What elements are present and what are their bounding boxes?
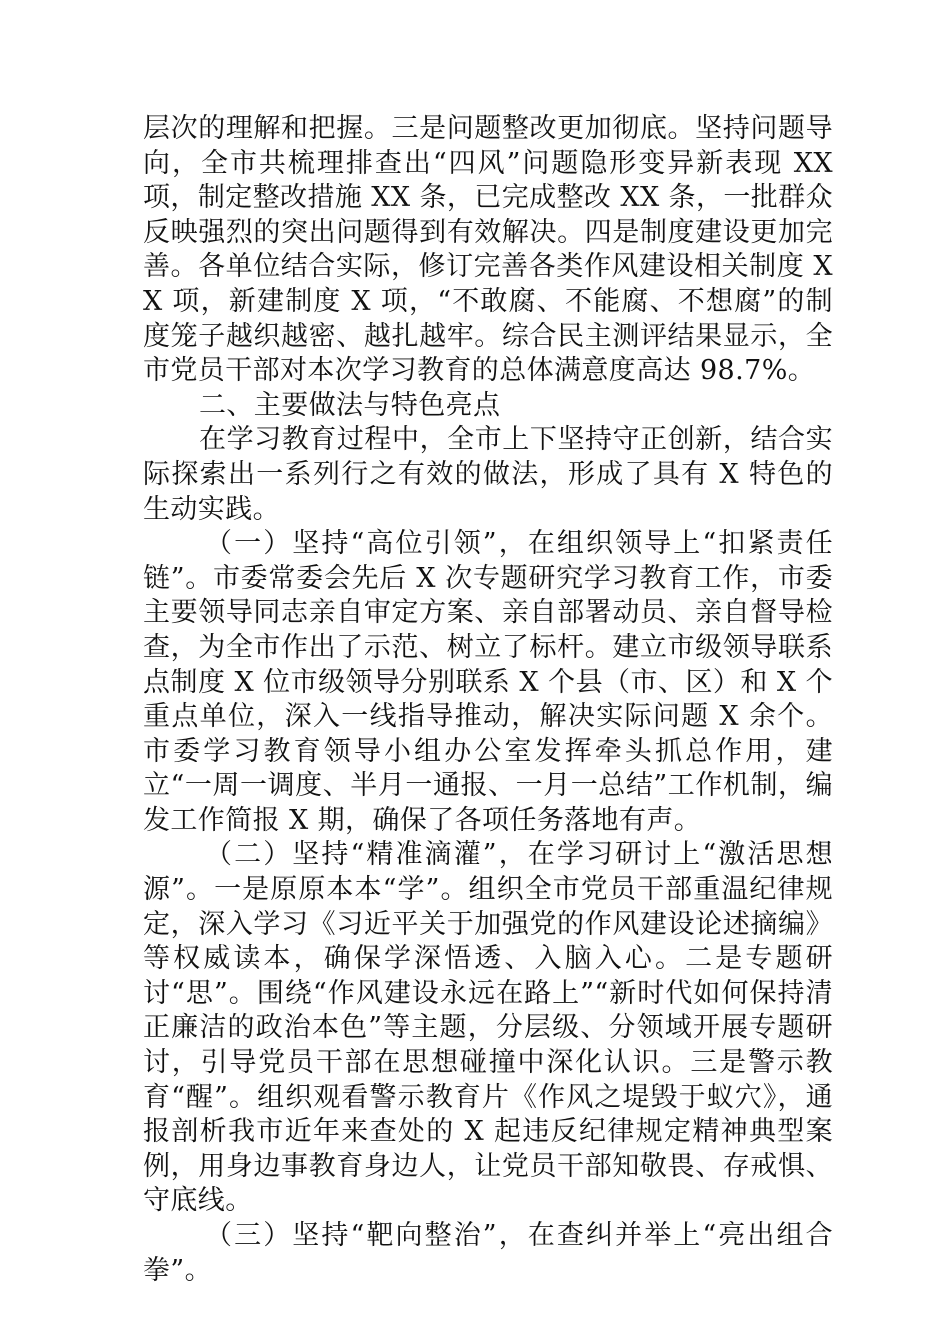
section-heading: 二、主要做法与特色亮点 xyxy=(199,389,501,421)
paragraph-subsection-3: （三）坚持“靶向整治”，在查纠并举上“亮出组合拳”。 xyxy=(143,1220,833,1286)
document-body xyxy=(143,112,833,1288)
paragraph-intro: 在学习教育过程中，全市上下坚持守正创新，结合实际探索出一系列行之有效的做法，形成了具有 X 特色的生动实践。 xyxy=(143,424,833,525)
paragraph-continuation: 层次的理解和把握。三是问题整改更加彻底。坚持问题导向，全市共梳理排查出“四风”问题隐形变异新表现 XX 项，制定整改措施 XX 条，已完成整改 XX 条，一批群众反映强烈的突出问题得到有效解决。四是制度建设更加完善。各单位结合实际，修订完善各类作风建设相关制度 XX 项，新建制度 X 项，“不敢腐、不能腐、不想腐”的制度笼子越织越密、越扎越牢。综合民主测评结果显示，全市党员干部对本次学习教育的总体满意度高达 98.7%。 xyxy=(143,113,833,387)
paragraph-subsection-1: （一）坚持“高位引领”，在组织领导上“扣紧责任链”。市委常委会先后 X 次专题研究学习教育工作，市委主要领导同志亲自审定方案、亲自部署动员、亲自督导检查，为全市作出了示范、树立了标杆。建立市级领导联系点制度 X 位市级领导分别联系 X 个县（市、区）和 X 个重点单位，深入一线指导推动，解决实际问题 X 余个。市委学习教育领导小组办公室发挥牵头抓总作用，建立“一周一调度、半月一通报、一月一总结”工作机制，编发工作简报 X 期，确保了各项任务落地有声。 xyxy=(143,528,833,836)
paragraph-subsection-2: （二）坚持“精准滴灌”，在学习研讨上“激活思想源”。一是原原本本“学”。组织全市党员干部重温纪律规定，深入学习《习近平关于加强党的作风建设论述摘编》等权威读本，确保学深悟透、入脑入心。二是专题研讨“思”。围绕“作风建设永远在路上”“新时代如何保持清正廉洁的政治本色”等主题，分层级、分领域开展专题研讨，引导党员干部在思想碰撞中深化认识。三是警示教育“醒”。组织观看警示教育片《作风之堤毁于蚁穴》，通报剖析我市近年来查处的 X 起违反纪律规定精神典型案例，用身边事教育身边人，让党员干部知敬畏、存戒惧、守底线。 xyxy=(143,839,833,1217)
